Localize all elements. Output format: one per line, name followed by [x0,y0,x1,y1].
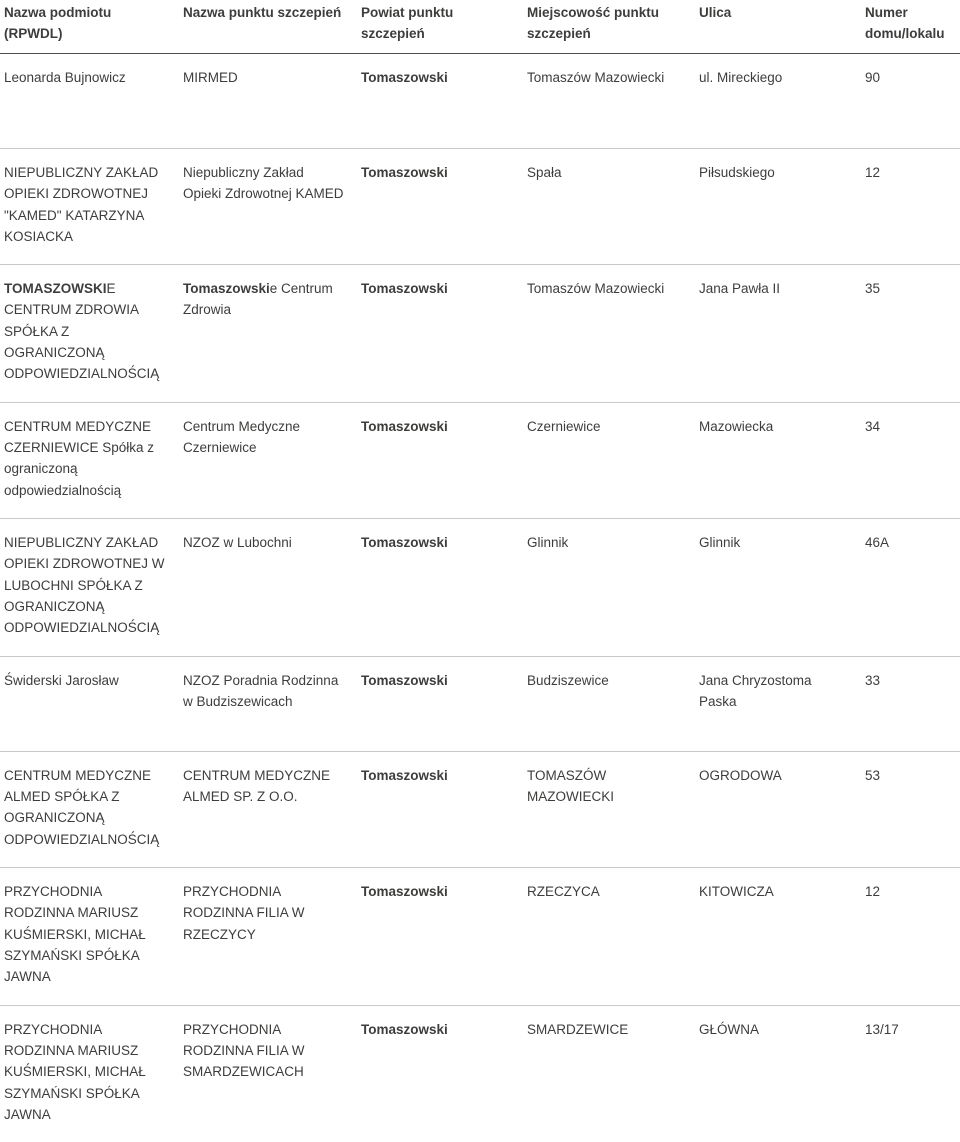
cell-miejscowosc [527,868,699,1006]
cell-powiat [361,148,527,264]
cell-text: Leonarda Bujnowicz [4,69,126,85]
cell-text: 35 [865,281,881,297]
cell-text: 12 [865,884,881,900]
cell-nazwa-punktu [183,53,361,148]
cell-ulica [699,53,865,148]
cell-powiat [361,53,527,148]
cell-miejscowosc [527,148,699,264]
table-body [0,53,960,1142]
search-match-text: Tomaszowski [361,69,448,85]
cell-text: PRZYCHODNIA RODZINNA MARIUSZ KUŚMIERSKI, MICHAŁ SZYMAŃSKI SPÓŁKA JAWNA [4,884,146,985]
table-row [0,751,960,867]
cell-powiat [361,265,527,403]
cell-text: NIEPUBLICZNY ZAKŁAD OPIEKI ZDROWOTNEJ "KAMED" KATARZYNA KOSIACKA [4,164,159,244]
cell-powiat [361,868,527,1006]
cell-text: Czerniewice [527,418,601,434]
search-match-text: Tomaszowski [361,535,448,551]
cell-text: Mazowiecka [699,418,774,434]
cell-nazwa-punktu [183,1005,361,1142]
cell-numer [865,751,960,867]
cell-text: Glinnik [527,535,569,551]
cell-text: 46A [865,535,890,551]
cell-text: PRZYCHODNIA RODZINNA FILIA W RZECZYCY [183,884,305,942]
cell-text: Glinnik [699,535,741,551]
cell-text: E CENTRUM ZDROWIA SPÓŁKA Z OGRANICZONĄ ODPOWIEDZIALNOŚCIĄ [4,281,160,382]
table-header-row [0,0,960,53]
cell-numer [865,1005,960,1142]
cell-text: Świderski Jarosław [4,672,119,688]
cell-text: Spała [527,164,562,180]
table-row [0,519,960,657]
cell-nazwa-podmiotu [0,868,183,1006]
cell-nazwa-podmiotu [0,148,183,264]
cell-text: CENTRUM MEDYCZNE ALMED SP. Z O.O. [183,767,330,805]
cell-numer [865,519,960,657]
cell-ulica [699,148,865,264]
search-match-text: Tomaszowski [361,767,448,783]
cell-ulica [699,656,865,751]
cell-nazwa-punktu [183,751,361,867]
cell-numer [865,868,960,1006]
cell-text: Jana Chryzostoma Paska [699,672,812,710]
cell-nazwa-punktu [183,519,361,657]
cell-powiat [361,751,527,867]
cell-numer [865,53,960,148]
cell-text: KITOWICZA [699,884,774,900]
search-match-text: Tomaszowski [183,281,270,297]
cell-miejscowosc [527,265,699,403]
search-match-text: Tomaszowski [361,281,448,297]
table-row [0,1005,960,1142]
cell-text: e Centrum Zdrowia [183,281,333,318]
cell-ulica [699,1005,865,1142]
table-row [0,265,960,403]
cell-text: NZOZ w Lubochni [183,535,292,551]
cell-powiat [361,402,527,518]
cell-powiat [361,519,527,657]
cell-nazwa-podmiotu [0,656,183,751]
cell-text: Niepubliczny Zakład Opieki Zdrowotnej KAMED [183,164,344,202]
cell-nazwa-punktu [183,868,361,1006]
cell-text: Tomaszów Mazowiecki [527,69,665,85]
cell-text: Tomaszów Mazowiecki [527,281,665,297]
cell-numer [865,148,960,264]
cell-text: 33 [865,672,881,688]
cell-numer [865,402,960,518]
table-row [0,402,960,518]
cell-powiat [361,656,527,751]
search-match-text: Tomaszowski [361,164,448,180]
cell-text: RZECZYCA [527,884,600,900]
column-header-powiat: Powiat punktu szczepień [361,0,527,53]
cell-nazwa-punktu [183,402,361,518]
cell-text: 90 [865,69,881,85]
cell-text: Piłsudskiego [699,164,775,180]
table-row [0,53,960,148]
cell-nazwa-punktu [183,148,361,264]
cell-miejscowosc [527,751,699,867]
cell-text: PRZYCHODNIA RODZINNA FILIA W SMARDZEWICACH [183,1021,305,1080]
cell-nazwa-punktu [183,265,361,403]
cell-ulica [699,519,865,657]
column-header-nazwa-punktu: Nazwa punktu szczepień [183,0,361,53]
cell-ulica [699,751,865,867]
cell-text: PRZYCHODNIA RODZINNA MARIUSZ KUŚMIERSKI, MICHAŁ SZYMAŃSKI SPÓŁKA JAWNA [4,1021,146,1123]
cell-miejscowosc [527,53,699,148]
cell-miejscowosc [527,656,699,751]
cell-text: NIEPUBLICZNY ZAKŁAD OPIEKI ZDROWOTNEJ W LUBOCHNI SPÓŁKA Z OGRANICZONĄ ODPOWIEDZIALNOŚCIĄ [4,535,165,636]
cell-numer [865,656,960,751]
search-match-text: Tomaszowski [361,672,448,688]
cell-nazwa-podmiotu [0,751,183,867]
search-match-text: TOMASZOWSKI [4,281,107,297]
cell-text: CENTRUM MEDYCZNE CZERNIEWICE Spółka z ograniczoną odpowiedzialnością [4,418,155,498]
cell-text: 53 [865,767,881,783]
cell-powiat [361,1005,527,1142]
column-header-miejscowosc: Miejscowość punktu szczepień [527,0,699,53]
table-row [0,148,960,264]
cell-text: MIRMED [183,69,238,85]
cell-text: Centrum Medyczne Czerniewice [183,418,301,456]
cell-text: 34 [865,418,881,434]
search-match-text: Tomaszowski [361,418,448,434]
cell-text: 12 [865,164,881,180]
search-match-text: Tomaszowski [361,884,448,900]
column-header-numer: Numer domu/lokalu [865,0,960,53]
cell-text: 13/17 [865,1021,899,1037]
column-header-ulica: Ulica [699,0,865,53]
cell-text: Jana Pawła II [699,281,781,297]
cell-nazwa-podmiotu [0,402,183,518]
cell-ulica [699,868,865,1006]
cell-miejscowosc [527,402,699,518]
cell-numer [865,265,960,403]
cell-nazwa-podmiotu [0,265,183,403]
cell-nazwa-punktu [183,656,361,751]
cell-ulica [699,402,865,518]
column-header-nazwa-podmiotu: Nazwa podmiotu (RPWDL) [0,0,183,53]
cell-miejscowosc [527,519,699,657]
cell-text: CENTRUM MEDYCZNE ALMED SPÓŁKA Z OGRANICZONĄ ODPOWIEDZIALNOŚCIĄ [4,767,160,847]
cell-ulica [699,265,865,403]
table-row [0,868,960,1006]
cell-nazwa-podmiotu [0,519,183,657]
cell-text: TOMASZÓW MAZOWIECKI [527,767,614,805]
cell-text: OGRODOWA [699,767,782,783]
search-match-text: Tomaszowski [361,1021,448,1037]
cell-text: NZOZ Poradnia Rodzinna w Budziszewicach [183,672,339,710]
cell-nazwa-podmiotu [0,53,183,148]
cell-nazwa-podmiotu [0,1005,183,1142]
table-row [0,656,960,751]
cell-miejscowosc [527,1005,699,1142]
cell-text: ul. Mireckiego [699,69,783,85]
cell-text: SMARDZEWICE [527,1021,629,1037]
cell-text: GŁÓWNA [699,1021,760,1037]
cell-text: Budziszewice [527,672,609,688]
